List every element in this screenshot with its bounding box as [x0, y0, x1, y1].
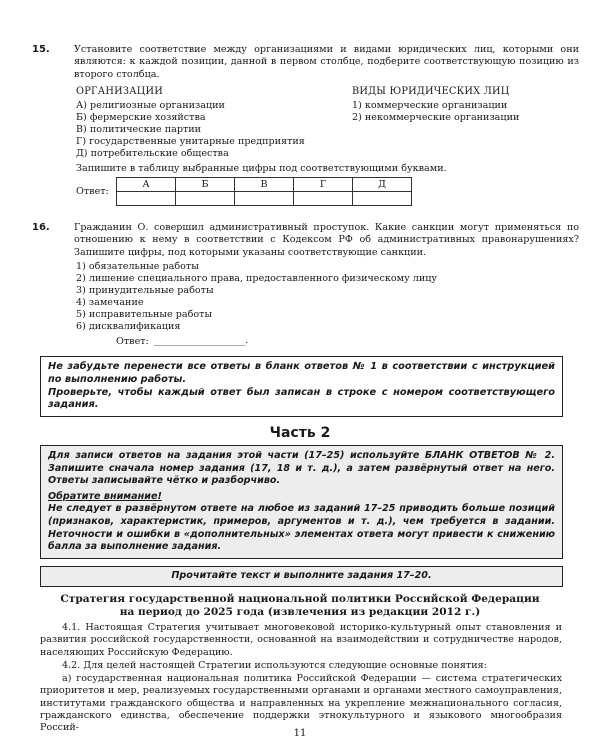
- organization-item: Д) потребительские общества: [76, 148, 229, 159]
- legal-entity-item: 2) некоммерческие организации: [352, 112, 520, 123]
- answer-table-input-row: [117, 192, 412, 206]
- source-paragraph: 4.1. Настоящая Стратегия учитывает многовековой историко-культурный опыт становления и развития российской государственности, основанной на взаимодействии и сотрудничестве народов, населяющих Российскую Федерацию.: [40, 622, 562, 658]
- read-prompt: Прочитайте текст и выполните задания 17–20.: [171, 570, 432, 581]
- answer-cell[interactable]: [235, 192, 294, 206]
- legal-entity-item: 1) коммерческие организации: [352, 100, 508, 111]
- source-title-line-1: Стратегия государственной национальной политики Российской Федерации: [60, 593, 540, 605]
- check-reminder-text: Проверьте, чтобы каждый ответ был записан в строке с номером соответствующего задания.: [48, 386, 555, 411]
- organization-item: В) политические партии: [76, 124, 202, 135]
- sanction-item: 6) дисквалификация: [76, 321, 181, 332]
- legal-entities-column-title: ВИДЫ ЮРИДИЧЕСКИХ ЛИЦ: [352, 86, 510, 97]
- sanction-item: 3) принудительные работы: [76, 285, 214, 296]
- task-16-answer-label: Ответ:: [116, 336, 149, 347]
- task-15-number: 15.: [32, 44, 50, 55]
- answer-table-header-row: [117, 178, 412, 192]
- organization-item: Г) государственные унитарные предприятия: [76, 136, 305, 147]
- task-16-number: 16.: [32, 222, 50, 233]
- answer-table-header-cell: А: [117, 178, 176, 192]
- source-paragraph: а) государственная национальная политика Российской Федерации — система стратегических приоритетов и мер, реализуемых государственными органами и органами местного самоуправления, институтами гражданского общества и направленных на укрепление межнационального согласия, гражданского единства, обеспечение поддержки этнокультурного и языкового многообразия Россий-: [40, 673, 562, 734]
- answer-cell[interactable]: [176, 192, 235, 206]
- task-16-text: Гражданин О. совершил административный проступок. Какие санкции могут применяться по отношению к нему в соответствии с Кодексом РФ об административных правонарушениях? Запишите цифры, под которыми указаны соответствующие санкции.: [74, 222, 579, 258]
- sanction-item: 4) замечание: [76, 297, 144, 308]
- task-15-text: Установите соответствие между организациями и видами юридических лиц, которыми они являются: к каждой позиции, данной в первом столбце, подберите соответствующую позицию из второго столбца.: [74, 44, 579, 80]
- answer-table-header-cell: Б: [176, 178, 235, 192]
- organizations-column-title: ОРГАНИЗАЦИИ: [76, 86, 163, 97]
- answer-table: [116, 177, 412, 206]
- answer-cell[interactable]: [117, 192, 176, 206]
- source-title-line-2: на период до 2025 года (извлечения из редакции 2012 г.): [119, 606, 481, 618]
- attention-text: Не следует в развёрнутом ответе на любое из заданий 17–25 приводить больше позиций (признаков, характеристик, примеров, аргументов и т. д.), чем требуется в задании. Неточности и ошибки в «дополнительных» элементах ответа могут привести к снижению балла за выполнение задания.: [48, 503, 555, 553]
- attention-label: Обратите внимание!: [48, 490, 162, 502]
- sanction-item: 5) исправительные работы: [76, 309, 213, 320]
- organization-item: Б) фермерские хозяйства: [76, 112, 206, 123]
- page-number: 11: [293, 728, 307, 739]
- transfer-reminder-text: Не забудьте перенести все ответы в бланк ответов № 1 в соответствии с инструкцией по выполнению работы.: [48, 361, 555, 385]
- transfer-reminder-box: [40, 356, 563, 417]
- organization-item: А) религиозные организации: [76, 100, 225, 111]
- answer-cell[interactable]: [294, 192, 353, 206]
- answer-table-header-cell: Г: [294, 178, 353, 192]
- answer-table-header-cell: Д: [353, 178, 412, 192]
- part-2-title: Часть 2: [269, 425, 331, 441]
- sanction-item: 1) обязательные работы: [76, 261, 199, 272]
- task-15-instruction: Запишите в таблицу выбранные цифры под соответствующими буквами.: [76, 163, 447, 174]
- answer-table-header-cell: В: [235, 178, 294, 192]
- source-paragraph: 4.2. Для целей настоящей Стратегии используются следующие основные понятия:: [62, 659, 487, 671]
- source-body: [40, 622, 562, 736]
- part-2-instruction-box: [40, 445, 563, 559]
- read-prompt-box: [40, 566, 563, 587]
- task-16-answer-field[interactable]: ___________________.: [154, 335, 249, 346]
- sanction-item: 2) лишение специального права, предоставленного физическому лицу: [76, 273, 438, 284]
- part-2-instruction: Для записи ответов на задания этой части (17–25) используйте БЛАНК ОТВЕТОВ № 2. Запишите сначала номер задания (17, 18 и т. д.), а затем развёрнутый ответ на него. Ответы записывайте чётко и разборчиво.: [48, 450, 555, 487]
- task-15-answer-label: Ответ:: [76, 186, 109, 197]
- task-16: [32, 222, 579, 262]
- answer-cell[interactable]: [353, 192, 412, 206]
